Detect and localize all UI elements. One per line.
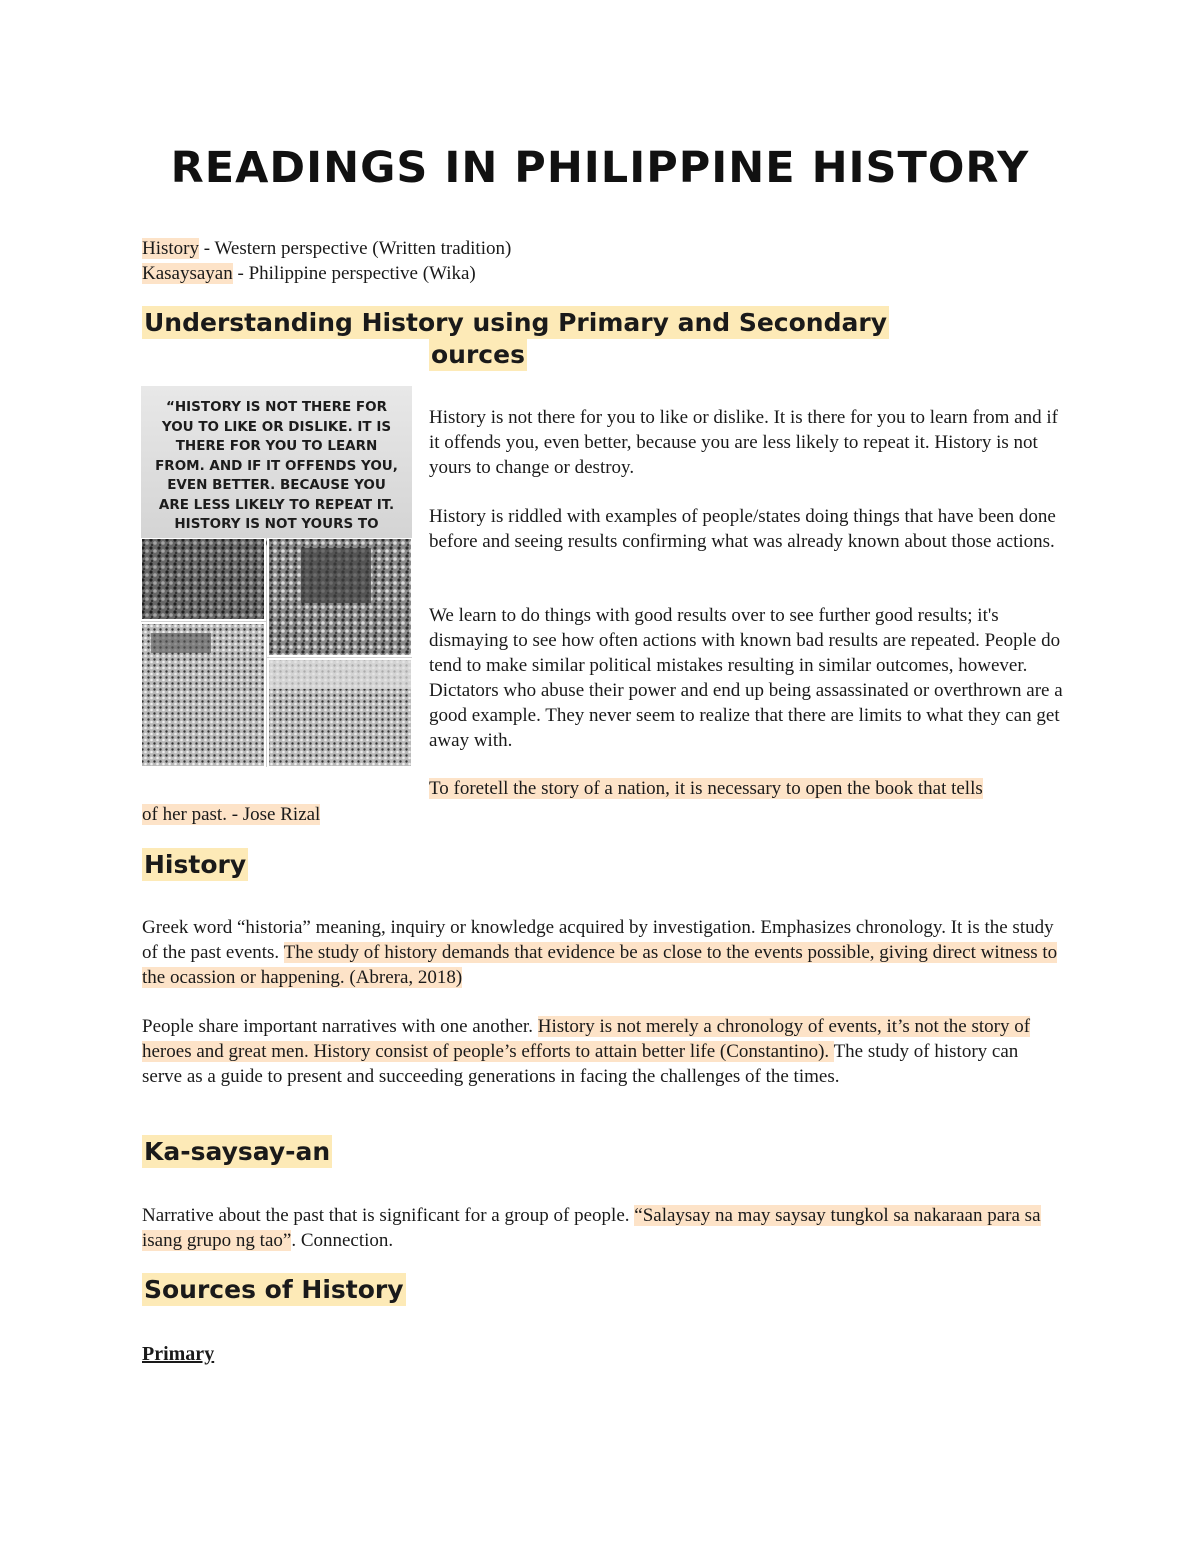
paragraph-learn: We learn to do things with good results over to see further good results; it's dismaying to see how often actions with known bad results are repeated. People do tend to make similar political mistakes resulting in similar outcomes, however. Dictators who abuse their power and end up being assassinated or overthrown are a good example. They never seem to realize that there are limits to what they can get away with.: [429, 605, 1063, 751]
term-history: History: [142, 238, 199, 259]
highlighted-text: “Salaysay na may saysay tungkol sa nakaraan para sa isang grupo ng tao”: [142, 1205, 1041, 1251]
heading-line: ources: [431, 340, 525, 369]
text: People share important narratives with one another.: [142, 1016, 538, 1037]
protest-photo-collage: [141, 538, 412, 767]
heading-line: Understanding History using Primary and Secondary: [144, 308, 887, 337]
section-heading-history: [142, 850, 248, 879]
paragraph-riddled: History is riddled with examples of people/states doing things that have been done before and seeing results confirming what was already known about those actions.: [429, 506, 1056, 552]
highlighted-text: History is not merely a chronology of events, it’s not the story of heroes and great men. History consist of people’s efforts to attain better life (Constantino).: [142, 1016, 1031, 1062]
rizal-quote-line1: [429, 776, 983, 801]
definition-text: - Western perspective (Written tradition): [199, 238, 512, 259]
history-quote-image: [141, 386, 412, 767]
page-title: READINGS IN PHILIPPINE HISTORY: [170, 143, 1030, 193]
photo-collage-graphic: [141, 538, 412, 767]
kasaysayan-paragraph: [142, 1203, 1042, 1253]
section-heading-understanding-cont: [429, 340, 527, 369]
rizal-quote-text: of her past. - Jose Rizal: [142, 804, 321, 825]
definition-text: - Philippine perspective (Wika): [232, 263, 476, 284]
heading-text: Ka-saysay-an: [144, 1137, 331, 1166]
section-heading-sources: [142, 1275, 406, 1304]
heading-text: History: [144, 850, 247, 879]
definition-history: [142, 236, 511, 261]
history-paragraph-2: [142, 1014, 1062, 1089]
text: Narrative about the past that is significant for a group of people.: [142, 1205, 635, 1226]
heading-text: Sources of History: [144, 1275, 404, 1304]
text: The study of history can serve as a guide to present and succeeding generations in facing the challenges of the times.: [142, 1041, 1019, 1087]
text: . Connection.: [291, 1230, 394, 1251]
rizal-quote-text: To foretell the story of a nation, it is necessary to open the book that tells: [429, 778, 983, 799]
text: Greek word “historia” meaning, inquiry or knowledge acquired by investigation. Emphasizes chronology. It is the study of the past events.: [142, 917, 1054, 963]
highlighted-text: The study of history demands that evidence be as close to the events possible, giving direct witness to the ocassion or happening. (Abrera, 2018): [142, 942, 1058, 988]
definition-kasaysayan: [142, 261, 511, 286]
image-quote-text: “HISTORY IS NOT THERE FOR YOU TO LIKE OR DISLIKE. IT IS THERE FOR YOU TO LEARN FROM. AND IF IT OFFENDS YOU, EVEN BETTER. BECAUSE YOU ARE LESS LIKELY TO REPEAT IT. HISTORY IS NOT YOURS TO OR: [141, 386, 412, 538]
paragraph-not-there: History is not there for you to like or dislike. It is there for you to learn from and if it offends you, even better, because you are less likely to repeat it. History is not yours to change or destroy.: [429, 407, 1058, 478]
subheading-primary: Primary: [142, 1343, 215, 1365]
rizal-quote-line2: [142, 802, 320, 827]
definitions: [142, 236, 511, 286]
section-heading-understanding: [142, 308, 889, 337]
history-paragraph-1: [142, 915, 1062, 990]
section-heading-kasaysayan: [142, 1137, 332, 1166]
term-kasaysayan: Kasaysayan: [142, 263, 233, 284]
